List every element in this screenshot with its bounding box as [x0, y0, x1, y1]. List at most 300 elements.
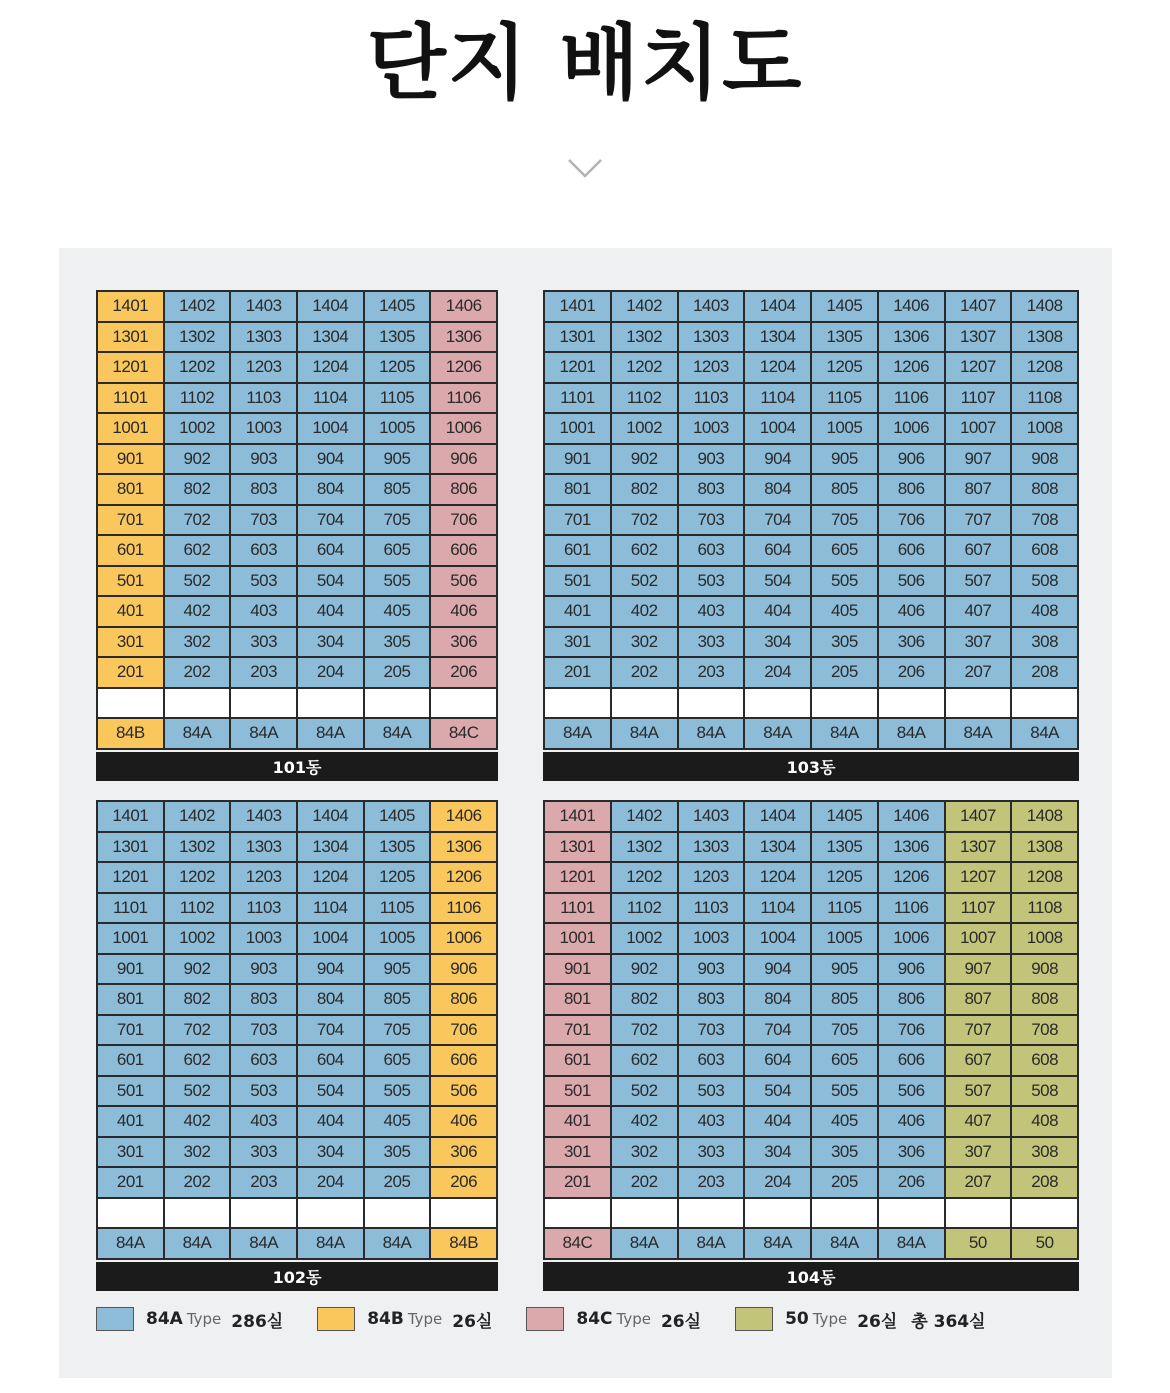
- empty-cell: [365, 1199, 430, 1228]
- unit-cell: 704: [745, 1016, 810, 1045]
- unit-cell: 1301: [545, 833, 610, 862]
- unit-cell: 206: [431, 658, 496, 687]
- unit-cell: 606: [431, 1046, 496, 1075]
- type-cell: 84A: [98, 1229, 163, 1258]
- empty-cell: [745, 689, 810, 718]
- unit-cell: 501: [545, 1077, 610, 1106]
- unit-cell: 802: [165, 475, 230, 504]
- unit-cell: 708: [1012, 1016, 1077, 1045]
- unit-cell: 1305: [365, 833, 430, 862]
- unit-cell: 307: [946, 1138, 1011, 1167]
- type-cell: 84A: [946, 719, 1011, 748]
- unit-cell: 1204: [298, 863, 363, 892]
- unit-cell: 204: [745, 658, 810, 687]
- type-cell: 84A: [879, 719, 944, 748]
- unit-cell: 603: [679, 1046, 744, 1075]
- unit-cell: 401: [545, 1107, 610, 1136]
- unit-cell: 1306: [431, 323, 496, 352]
- legend-count: 26실: [452, 1311, 493, 1332]
- unit-cell: 901: [545, 955, 610, 984]
- legend-code: 84B: [367, 1309, 404, 1329]
- unit-cell: 804: [745, 985, 810, 1014]
- unit-cell: 406: [879, 1107, 944, 1136]
- unit-cell: 904: [298, 445, 363, 474]
- unit-cell: 704: [298, 506, 363, 535]
- type-cell: 84A: [545, 719, 610, 748]
- unit-cell: 704: [745, 506, 810, 535]
- unit-cell: 306: [879, 628, 944, 657]
- unit-cell: 1102: [165, 894, 230, 923]
- unit-cell: 504: [745, 567, 810, 596]
- unit-cell: 906: [879, 955, 944, 984]
- unit-cell: 608: [1012, 1046, 1077, 1075]
- unit-cell: 705: [365, 1016, 430, 1045]
- unit-cell: 1308: [1012, 833, 1077, 862]
- empty-cell: [812, 689, 877, 718]
- empty-cell: [431, 1199, 496, 1228]
- unit-cell: 205: [365, 1168, 430, 1197]
- unit-cell: 902: [612, 955, 677, 984]
- building-label: 103동: [543, 752, 1079, 781]
- unit-cell: 403: [679, 597, 744, 626]
- unit-cell: 804: [298, 475, 363, 504]
- unit-cell: 1305: [812, 833, 877, 862]
- type-cell: 84A: [231, 719, 296, 748]
- legend-swatch: [96, 1307, 134, 1331]
- unit-cell: 1304: [298, 833, 363, 862]
- unit-cell: 1007: [946, 924, 1011, 953]
- unit-cell: 1103: [231, 384, 296, 413]
- unit-cell: 1407: [946, 802, 1011, 831]
- unit-cell: 905: [812, 955, 877, 984]
- empty-cell: [879, 1199, 944, 1228]
- legend-swatch: [735, 1307, 773, 1331]
- unit-cell: 702: [612, 506, 677, 535]
- unit-cell: 202: [165, 1168, 230, 1197]
- unit-cell: 204: [745, 1168, 810, 1197]
- legend-total: 총 364실: [911, 1311, 986, 1332]
- unit-cell: 1207: [946, 863, 1011, 892]
- unit-cell: 701: [98, 506, 163, 535]
- unit-cell: 1403: [679, 802, 744, 831]
- unit-cell: 507: [946, 1077, 1011, 1106]
- unit-cell: 701: [545, 1016, 610, 1045]
- empty-cell: [679, 689, 744, 718]
- unit-cell: 604: [745, 1046, 810, 1075]
- unit-cell: 406: [431, 597, 496, 626]
- unit-cell: 501: [98, 567, 163, 596]
- unit-cell: 605: [365, 536, 430, 565]
- unit-cell: 607: [946, 536, 1011, 565]
- unit-cell: 303: [231, 628, 296, 657]
- unit-cell: 701: [545, 506, 610, 535]
- unit-cell: 305: [365, 628, 430, 657]
- unit-cell: 1208: [1012, 353, 1077, 382]
- unit-cell: 307: [946, 628, 1011, 657]
- unit-cell: 801: [98, 985, 163, 1014]
- unit-cell: 602: [165, 1046, 230, 1075]
- unit-grid: [96, 290, 498, 750]
- unit-cell: 803: [231, 985, 296, 1014]
- empty-cell: [612, 689, 677, 718]
- unit-cell: 1004: [745, 924, 810, 953]
- empty-cell: [98, 1199, 163, 1228]
- building-104: [543, 800, 1079, 1291]
- unit-cell: 901: [98, 445, 163, 474]
- unit-cell: 303: [679, 628, 744, 657]
- unit-cell: 1001: [98, 414, 163, 443]
- unit-cell: 1108: [1012, 894, 1077, 923]
- unit-cell: 408: [1012, 1107, 1077, 1136]
- unit-cell: 804: [745, 475, 810, 504]
- unit-cell: 1103: [231, 894, 296, 923]
- unit-cell: 301: [98, 1138, 163, 1167]
- unit-cell: 302: [612, 628, 677, 657]
- unit-cell: 1402: [165, 292, 230, 321]
- unit-cell: 402: [612, 597, 677, 626]
- type-cell: 84A: [612, 719, 677, 748]
- unit-cell: 1205: [812, 353, 877, 382]
- unit-cell: 1308: [1012, 323, 1077, 352]
- unit-cell: 201: [545, 1168, 610, 1197]
- type-cell: 84A: [745, 1229, 810, 1258]
- unit-cell: 1301: [545, 323, 610, 352]
- unit-cell: 302: [165, 1138, 230, 1167]
- unit-cell: 506: [879, 1077, 944, 1106]
- unit-cell: 403: [231, 597, 296, 626]
- unit-cell: 505: [365, 567, 430, 596]
- unit-cell: 903: [679, 445, 744, 474]
- unit-cell: 1205: [812, 863, 877, 892]
- empty-cell: [98, 689, 163, 718]
- unit-cell: 1004: [298, 924, 363, 953]
- unit-cell: 905: [365, 955, 430, 984]
- unit-cell: 1002: [165, 414, 230, 443]
- unit-cell: 303: [679, 1138, 744, 1167]
- unit-cell: 901: [545, 445, 610, 474]
- unit-cell: 603: [231, 536, 296, 565]
- unit-cell: 404: [745, 597, 810, 626]
- unit-cell: 408: [1012, 597, 1077, 626]
- unit-cell: 803: [231, 475, 296, 504]
- unit-cell: 405: [812, 597, 877, 626]
- unit-cell: 1404: [298, 802, 363, 831]
- unit-cell: 1208: [1012, 863, 1077, 892]
- unit-cell: 1204: [298, 353, 363, 382]
- unit-cell: 401: [98, 597, 163, 626]
- unit-grid: [543, 800, 1079, 1260]
- unit-cell: 1304: [745, 323, 810, 352]
- unit-cell: 604: [298, 1046, 363, 1075]
- legend-code: 84A: [146, 1309, 183, 1329]
- unit-cell: 1101: [545, 384, 610, 413]
- legend-type: Type: [186, 1310, 222, 1328]
- type-cell: 84A: [745, 719, 810, 748]
- unit-cell: 1202: [612, 863, 677, 892]
- unit-cell: 402: [612, 1107, 677, 1136]
- unit-cell: 202: [612, 1168, 677, 1197]
- unit-cell: 1302: [612, 323, 677, 352]
- unit-cell: 805: [812, 985, 877, 1014]
- unit-cell: 205: [812, 658, 877, 687]
- unit-cell: 208: [1012, 1168, 1077, 1197]
- unit-cell: 1106: [431, 894, 496, 923]
- unit-cell: 1306: [431, 833, 496, 862]
- unit-cell: 904: [745, 445, 810, 474]
- unit-cell: 506: [879, 567, 944, 596]
- unit-cell: 1104: [298, 894, 363, 923]
- unit-cell: 1303: [679, 323, 744, 352]
- unit-cell: 1008: [1012, 924, 1077, 953]
- unit-cell: 501: [545, 567, 610, 596]
- unit-cell: 206: [431, 1168, 496, 1197]
- unit-cell: 1205: [365, 863, 430, 892]
- unit-cell: 605: [812, 1046, 877, 1075]
- unit-cell: 905: [812, 445, 877, 474]
- unit-cell: 1006: [879, 414, 944, 443]
- unit-cell: 908: [1012, 445, 1077, 474]
- unit-cell: 208: [1012, 658, 1077, 687]
- unit-cell: 606: [431, 536, 496, 565]
- unit-cell: 1107: [946, 894, 1011, 923]
- unit-cell: 305: [812, 1138, 877, 1167]
- unit-cell: 203: [231, 1168, 296, 1197]
- unit-cell: 1206: [879, 863, 944, 892]
- unit-cell: 1406: [879, 802, 944, 831]
- unit-cell: 207: [946, 1168, 1011, 1197]
- legend-item-84B: [317, 1307, 492, 1332]
- unit-cell: 1403: [231, 292, 296, 321]
- unit-cell: 1301: [98, 323, 163, 352]
- unit-cell: 1006: [879, 924, 944, 953]
- unit-cell: 806: [879, 475, 944, 504]
- unit-cell: 1307: [946, 323, 1011, 352]
- building-label: 104동: [543, 1262, 1079, 1291]
- unit-cell: 202: [612, 658, 677, 687]
- unit-cell: 405: [812, 1107, 877, 1136]
- unit-cell: 506: [431, 567, 496, 596]
- unit-cell: 806: [431, 985, 496, 1014]
- type-cell: 84C: [431, 719, 496, 748]
- unit-cell: 605: [365, 1046, 430, 1075]
- legend-type: Type: [407, 1310, 443, 1328]
- unit-cell: 905: [365, 445, 430, 474]
- unit-cell: 204: [298, 1168, 363, 1197]
- unit-cell: 1005: [365, 924, 430, 953]
- unit-cell: 801: [545, 475, 610, 504]
- unit-cell: 1405: [365, 802, 430, 831]
- unit-cell: 1102: [612, 384, 677, 413]
- unit-cell: 808: [1012, 475, 1077, 504]
- site-plan-panel: [59, 248, 1112, 1378]
- type-cell: 84A: [679, 719, 744, 748]
- unit-cell: 1002: [165, 924, 230, 953]
- unit-cell: 904: [298, 955, 363, 984]
- type-cell: 84A: [365, 1229, 430, 1258]
- unit-cell: 504: [298, 1077, 363, 1106]
- unit-cell: 703: [231, 1016, 296, 1045]
- unit-cell: 1001: [545, 414, 610, 443]
- unit-cell: 1202: [165, 863, 230, 892]
- building-label: 101동: [96, 752, 498, 781]
- unit-cell: 705: [812, 506, 877, 535]
- unit-cell: 1206: [431, 353, 496, 382]
- unit-cell: 605: [812, 536, 877, 565]
- unit-cell: 602: [612, 536, 677, 565]
- unit-cell: 1306: [879, 833, 944, 862]
- unit-cell: 1403: [679, 292, 744, 321]
- unit-cell: 902: [612, 445, 677, 474]
- unit-cell: 1402: [612, 802, 677, 831]
- unit-cell: 305: [812, 628, 877, 657]
- type-cell: 84A: [812, 719, 877, 748]
- unit-cell: 1406: [431, 802, 496, 831]
- unit-cell: 702: [165, 506, 230, 535]
- empty-cell: [946, 1199, 1011, 1228]
- unit-cell: 906: [431, 955, 496, 984]
- unit-cell: 301: [98, 628, 163, 657]
- unit-cell: 805: [365, 475, 430, 504]
- unit-cell: 405: [365, 1107, 430, 1136]
- unit-cell: 603: [679, 536, 744, 565]
- unit-cell: 402: [165, 597, 230, 626]
- unit-grid: [96, 800, 498, 1260]
- unit-cell: 308: [1012, 628, 1077, 657]
- unit-cell: 1103: [679, 384, 744, 413]
- empty-cell: [231, 1199, 296, 1228]
- type-cell: 84A: [1012, 719, 1077, 748]
- empty-cell: [365, 689, 430, 718]
- unit-cell: 305: [365, 1138, 430, 1167]
- unit-cell: 403: [231, 1107, 296, 1136]
- unit-cell: 908: [1012, 955, 1077, 984]
- unit-cell: 403: [679, 1107, 744, 1136]
- unit-cell: 606: [879, 536, 944, 565]
- unit-cell: 1304: [745, 833, 810, 862]
- unit-cell: 504: [298, 567, 363, 596]
- unit-cell: 1107: [946, 384, 1011, 413]
- type-cell: 84B: [98, 719, 163, 748]
- legend: [96, 1305, 1020, 1333]
- type-cell: 84A: [612, 1229, 677, 1258]
- unit-cell: 901: [98, 955, 163, 984]
- legend-item-84C: [526, 1307, 701, 1332]
- unit-cell: 1001: [545, 924, 610, 953]
- unit-cell: 806: [879, 985, 944, 1014]
- legend-count: 286실: [231, 1311, 284, 1332]
- legend-swatch: [317, 1307, 355, 1331]
- unit-cell: 601: [98, 536, 163, 565]
- unit-cell: 1005: [812, 414, 877, 443]
- unit-cell: 308: [1012, 1138, 1077, 1167]
- unit-cell: 1108: [1012, 384, 1077, 413]
- unit-cell: 1203: [679, 353, 744, 382]
- page-title: 단지 배치도: [366, 16, 804, 111]
- unit-cell: 1403: [231, 802, 296, 831]
- unit-cell: 206: [879, 1168, 944, 1197]
- unit-cell: 301: [545, 628, 610, 657]
- unit-cell: 306: [431, 1138, 496, 1167]
- building-102: [96, 800, 498, 1291]
- unit-cell: 706: [431, 506, 496, 535]
- legend-code: 84C: [576, 1309, 613, 1329]
- legend-code: 50: [785, 1309, 809, 1329]
- unit-cell: 1401: [98, 802, 163, 831]
- unit-cell: 1404: [745, 292, 810, 321]
- unit-cell: 1104: [745, 894, 810, 923]
- unit-cell: 506: [431, 1077, 496, 1106]
- unit-cell: 404: [298, 1107, 363, 1136]
- unit-cell: 1201: [545, 353, 610, 382]
- unit-cell: 206: [879, 658, 944, 687]
- unit-cell: 1106: [431, 384, 496, 413]
- unit-cell: 805: [365, 985, 430, 1014]
- unit-cell: 501: [98, 1077, 163, 1106]
- unit-cell: 1402: [612, 292, 677, 321]
- unit-cell: 1003: [679, 414, 744, 443]
- unit-cell: 601: [98, 1046, 163, 1075]
- legend-swatch: [526, 1307, 564, 1331]
- unit-cell: 1407: [946, 292, 1011, 321]
- empty-cell: [231, 689, 296, 718]
- unit-cell: 1006: [431, 414, 496, 443]
- unit-cell: 302: [612, 1138, 677, 1167]
- unit-cell: 204: [298, 658, 363, 687]
- unit-cell: 404: [745, 1107, 810, 1136]
- type-cell: 84C: [545, 1229, 610, 1258]
- unit-cell: 1002: [612, 924, 677, 953]
- unit-cell: 706: [879, 506, 944, 535]
- unit-cell: 1406: [431, 292, 496, 321]
- unit-cell: 1005: [812, 924, 877, 953]
- unit-cell: 907: [946, 955, 1011, 984]
- unit-cell: 706: [431, 1016, 496, 1045]
- type-cell: 84A: [231, 1229, 296, 1258]
- unit-cell: 402: [165, 1107, 230, 1136]
- type-cell: 84B: [431, 1229, 496, 1258]
- unit-cell: 205: [365, 658, 430, 687]
- empty-cell: [679, 1199, 744, 1228]
- unit-cell: 205: [812, 1168, 877, 1197]
- type-cell: 84A: [365, 719, 430, 748]
- unit-cell: 903: [231, 955, 296, 984]
- unit-cell: 807: [946, 985, 1011, 1014]
- empty-cell: [165, 689, 230, 718]
- unit-cell: 407: [946, 597, 1011, 626]
- unit-cell: 306: [431, 628, 496, 657]
- unit-cell: 1204: [745, 353, 810, 382]
- unit-cell: 1101: [545, 894, 610, 923]
- unit-cell: 1307: [946, 833, 1011, 862]
- unit-cell: 1408: [1012, 292, 1077, 321]
- unit-cell: 1402: [165, 802, 230, 831]
- unit-cell: 708: [1012, 506, 1077, 535]
- unit-cell: 702: [165, 1016, 230, 1045]
- unit-cell: 807: [946, 475, 1011, 504]
- unit-cell: 507: [946, 567, 1011, 596]
- unit-cell: 304: [745, 1138, 810, 1167]
- unit-cell: 406: [431, 1107, 496, 1136]
- unit-cell: 1404: [745, 802, 810, 831]
- unit-cell: 1303: [679, 833, 744, 862]
- unit-cell: 505: [812, 567, 877, 596]
- unit-cell: 1105: [365, 894, 430, 923]
- unit-cell: 203: [679, 658, 744, 687]
- unit-cell: 1201: [545, 863, 610, 892]
- unit-cell: 1401: [545, 802, 610, 831]
- unit-cell: 608: [1012, 536, 1077, 565]
- unit-cell: 301: [545, 1138, 610, 1167]
